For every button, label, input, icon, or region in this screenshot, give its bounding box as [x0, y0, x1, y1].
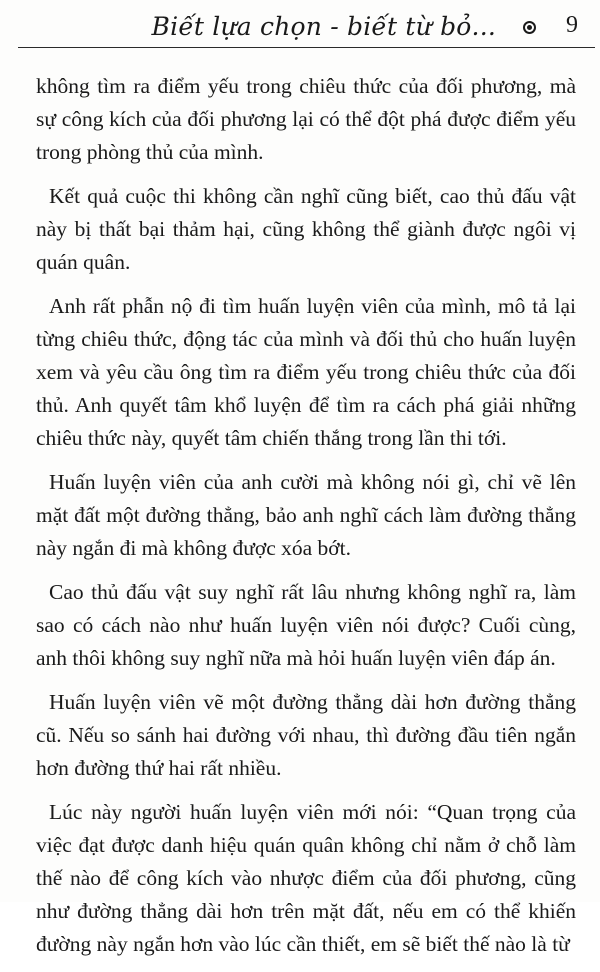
paragraph: Huấn luyện viên vẽ một đường thẳng dài hơn đường thẳng cũ. Nếu so sánh hai đường với nhau, thì đường đầu tiên ngắn hơn đường thứ hai rất nhiều. — [36, 690, 576, 780]
page-header — [18, 6, 578, 48]
running-title: Biết lựa chọn - biết từ bỏ... — [151, 12, 496, 41]
header-divider — [18, 47, 595, 48]
paragraph: không tìm ra điểm yếu trong chiêu thức của đối phương, mà sự công kích của đối phương lại có thể đột phá được điểm yếu trong phòng thủ của mình. — [36, 74, 576, 164]
paragraph: Cao thủ đấu vật suy nghĩ rất lâu nhưng không nghĩ ra, làm sao có cách nào như huấn luyện viên nói được? Cuối cùng, anh thôi không suy nghĩ nữa mà hỏi huấn luyện viên đáp án. — [36, 580, 576, 670]
body-text — [36, 70, 576, 972]
circle-bullet-icon — [523, 21, 536, 34]
paragraph: Huấn luyện viên của anh cười mà không nói gì, chỉ vẽ lên mặt đất một đường thẳng, bảo anh nghĩ cách làm đường thẳng này ngắn đi mà không được xóa bớt. — [36, 470, 576, 560]
paragraph: Lúc này người huấn luyện viên mới nói: “Quan trọng của việc đạt được danh hiệu quán quân không chỉ nằm ở chỗ làm thế nào để công kích vào nhược điểm của đối phương, cũng như đường thẳng dài hơn trên mặt đất, nếu em có thể khiến đường này ngắn hơn vào lúc cần thiết, em sẽ biết thế nào là từ — [36, 800, 576, 956]
paragraph: Kết quả cuộc thi không cần nghĩ cũng biết, cao thủ đấu vật này bị thất bại thảm hại, cũng không thể giành được ngôi vị quán quân. — [36, 184, 576, 274]
page-number: 9 — [566, 12, 578, 38]
paragraph: Anh rất phẫn nộ đi tìm huấn luyện viên của mình, mô tả lại từng chiêu thức, động tác của mình và đối thủ cho huấn luyện xem và yêu cầu ông tìm ra điểm yếu trong chiêu thức của đối thủ. Anh quyết tâm khổ luyện để tìm ra cách phá giải những chiêu thức này, quyết tâm chiến thắng trong lần thi tới. — [36, 294, 576, 450]
